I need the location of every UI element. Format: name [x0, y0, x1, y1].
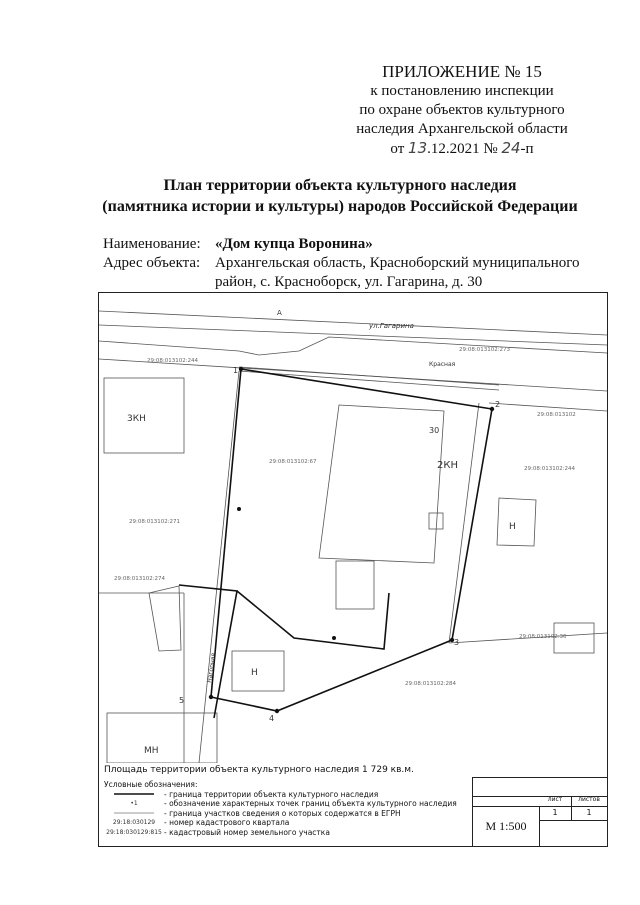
building-mn-label: МН	[144, 746, 159, 756]
alley-label: Красная	[429, 361, 456, 368]
address-label: Адрес объекта:	[103, 255, 201, 271]
sheets-label: листов	[578, 796, 600, 803]
lane-label: Нагорная	[206, 652, 218, 684]
legend-title: Условные обозначения:	[104, 780, 198, 789]
name-label: Наименование:	[103, 236, 201, 252]
cad-7: 29:08:013102:36	[519, 634, 567, 640]
appendix-header	[342, 62, 582, 159]
street-label: ул.Гагарина	[369, 322, 414, 330]
cad-4: 29:08:013102:271	[129, 519, 181, 525]
scale-label: М 1:500	[473, 806, 540, 846]
area-text: Площадь территории объекта культурного наследия 1 729 кв.м.	[104, 765, 414, 775]
appendix-line3: по охране объектов культурного	[359, 102, 565, 118]
sheets-count: 1	[571, 806, 607, 821]
legend-item: •1 - обозначение характерных точек границ объекта культурного наследия	[130, 799, 457, 808]
cad-8: 29:08:013102:284	[405, 681, 457, 687]
object-info	[103, 235, 600, 292]
name-row	[103, 235, 600, 254]
appendix-line4: наследия Архангельской области	[356, 121, 568, 137]
cad-2: 29:08:013102:273	[459, 347, 511, 353]
legend	[104, 780, 484, 837]
name-value: «Дом купца Воронина»	[215, 236, 373, 252]
point-1: 1	[233, 366, 239, 375]
building-number: 30	[429, 426, 440, 435]
address-row	[103, 254, 600, 292]
street-label-a: А	[277, 309, 282, 317]
sheet-label: лист	[539, 796, 572, 806]
point-4: 4	[269, 714, 275, 723]
cad-6: 29:08:013102:244	[524, 466, 576, 472]
building-n2-label: Н	[251, 668, 258, 678]
building-main-label: 2КН	[437, 460, 458, 471]
legend-item: - граница территории объекта культурного наследия	[164, 789, 379, 799]
appendix-line2: к постановлению инспекции	[370, 83, 554, 99]
sheet-number: 1	[539, 806, 572, 821]
point-5: 5	[179, 696, 185, 705]
legend-item: 29:18:030129 - номер кадастрового квартала	[112, 818, 290, 827]
point-3: 3	[454, 638, 460, 647]
handwritten-day: 13	[408, 139, 428, 157]
cad-3: 29:08:013102:67	[269, 459, 317, 465]
site-plan	[99, 293, 607, 763]
appendix-number: ПРИЛОЖЕНИЕ № 15	[382, 62, 542, 81]
legend-item: 29:18:030129:815 - кадастровый номер земельного участка	[106, 827, 330, 837]
building-3kn-label: 3КН	[127, 414, 146, 424]
document-title: План территории объекта культурного наследия (памятника истории и культуры) народов Российской Федерации	[102, 177, 578, 215]
object-boundary	[211, 369, 492, 711]
cad-1: 29:08:013102:244	[147, 358, 199, 364]
building-n-label: Н	[509, 522, 516, 532]
appendix-date: от 13.12.2021 № 24-п	[390, 139, 534, 157]
title-stamp	[472, 777, 607, 846]
address-value: Архангельская область, Красноборский муниципального район, с. Красноборск, ул. Гагарина, д. 30	[215, 255, 580, 290]
legend-item: - граница участков сведения о которых содержатся в ЕГРН	[164, 808, 401, 818]
cad-9: 29:08:013102	[537, 412, 576, 418]
cad-5: 29:08:013102:274	[114, 576, 166, 582]
point-2: 2	[495, 400, 501, 409]
handwritten-number: 24	[501, 139, 521, 157]
plan-frame	[98, 292, 608, 847]
